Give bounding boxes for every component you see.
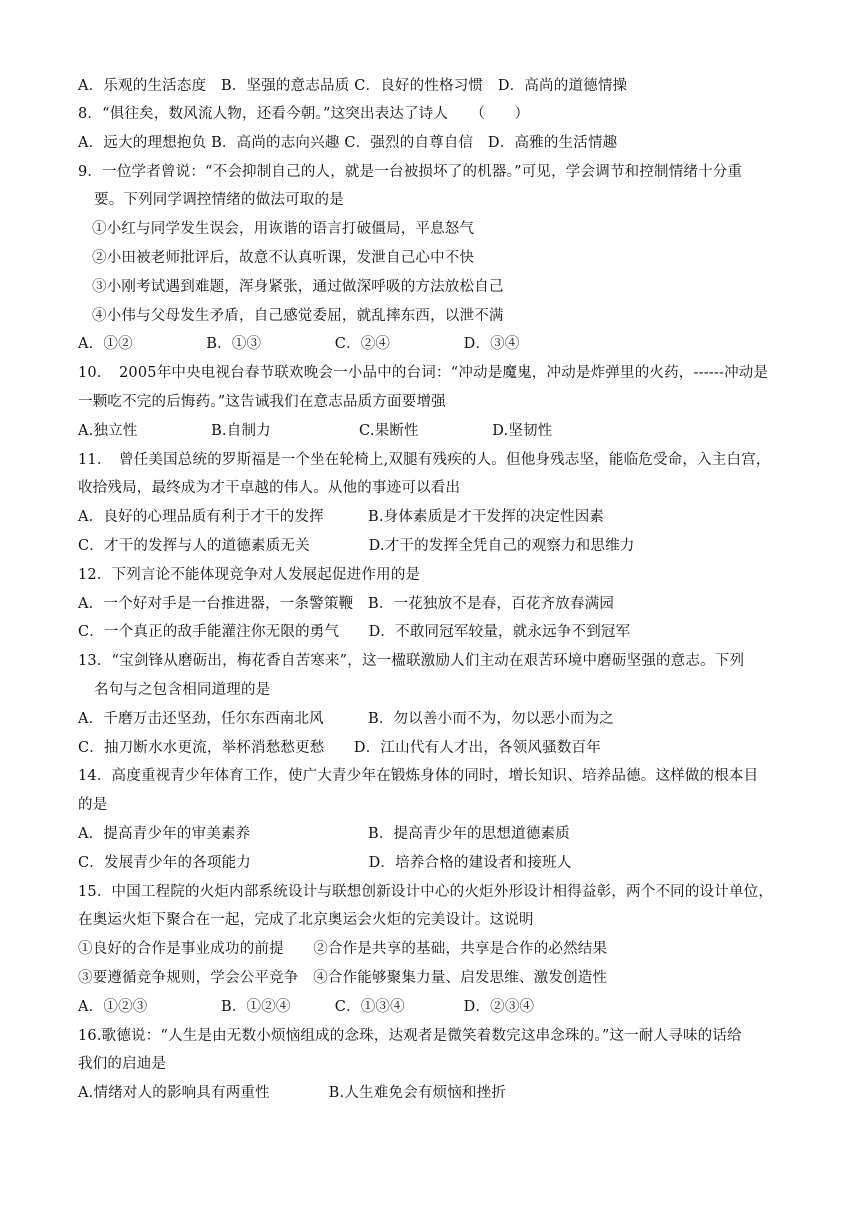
q15-options: A．①②③ B．①②④ C．①③④ D．②③④ [78, 999, 535, 1015]
q13-stem-cont: 名句与之包含相同道理的是 [94, 682, 271, 698]
q10-stem-cont: 一颗吃不完的后悔药。”这告诫我们在意志品质方面要增强 [78, 394, 446, 410]
q9-stem: 9．一位学者曾说：“不会抑制自己的人，就是一台被损坏了的机器。”可见，学会调节和控制情绪十分重 [78, 164, 743, 180]
q14-options-ab: A．提高青少年的审美素养 B．提高青少年的思想道德素质 [78, 826, 570, 842]
q11-stem: 11． 曾任美国总统的罗斯福是一个坐在轮椅上,双腿有残疾的人。但他身残志坚，能临危受命，入主白宫， [78, 452, 771, 468]
q16-options-ab: A.情绪对人的影响具有两重性 B.人生难免会有烦恼和挫折 [78, 1085, 507, 1101]
q9-item-3: ③小刚考试遇到难题，浑身紧张，通过做深呼吸的方法放松自己 [92, 279, 504, 295]
q15-items-12: ①良好的合作是事业成功的前提 ②合作是共享的基础，共享是合作的必然结果 [78, 941, 608, 957]
q8-options: A．远大的理想抱负 B．高尚的志向兴趣 C．强烈的自尊自信 D．高雅的生活情趣 [78, 135, 618, 151]
q7-options: A．乐观的生活态度 B．坚强的意志品质 C．良好的性格习惯 D．高尚的道德情操 [78, 78, 628, 94]
q9-options: A．①② B．①③ C．②④ D．③④ [78, 336, 520, 352]
q10-stem: 10． 2005年中央电视台春节联欢晚会一小品中的台词：“冲动是魔鬼，冲动是炸弹里的火药，------冲动是 [78, 365, 769, 381]
q13-stem: 13．“宝剑锋从磨砺出，梅花香自苦寒来”，这一楹联激励人们主动在艰苦环境中磨砺坚强的意志。下列 [78, 653, 745, 669]
q10-options: A.独立性 B.自制力 C.果断性 D.坚韧性 [78, 423, 553, 439]
q14-options-cd: C．发展青少年的各项能力 D．培养合格的建设者和接班人 [78, 855, 572, 871]
q12-options-cd: C．一个真正的敌手能灌注你无限的勇气 D．不敢同冠军较量，就永远争不到冠军 [78, 624, 631, 640]
q15-stem: 15．中国工程院的火炬内部系统设计与联想创新设计中心的火炬外形设计相得益彰，两个不同的设计单位， [78, 884, 774, 900]
q9-item-2: ②小田被老师批评后，故意不认真听课，发泄自己心中不快 [92, 250, 475, 266]
q12-options-ab: A．一个好对手是一台推进器，一条警策鞭 B．一花独放不是春，百花齐放春满园 [78, 596, 615, 612]
q11-stem-cont: 收拾残局，最终成为才干卓越的伟人。从他的事迹可以看出 [78, 480, 461, 496]
q11-options-ab: A．良好的心理品质有利于才干的发挥 B.身体素质是才干发挥的决定性因素 [78, 509, 605, 525]
q12-stem: 12．下列言论不能体现竞争对人发展起促进作用的是 [78, 567, 421, 583]
q13-options-ab: A．千磨万击还坚劲，任尔东西南北风 B．勿以善小而不为，勿以恶小而为之 [78, 711, 615, 727]
q15-stem-cont: 在奥运火炬下聚合在一起，完成了北京奥运会火炬的完美设计。这说明 [78, 912, 534, 928]
q15-items-34: ③要遵循竞争规则，学会公平竞争 ④合作能够聚集力量、启发思维、激发创造性 [78, 970, 608, 986]
q14-stem: 14．高度重视青少年体育工作，使广大青少年在锻炼身体的同时，增长知识、培养品德。这样做的根本目 [78, 768, 759, 784]
q9-item-1: ①小红与同学发生误会，用诙谐的语言打破僵局，平息怒气 [92, 221, 475, 237]
q9-stem-cont: 要。下列同学调控情绪的做法可取的是 [94, 192, 344, 208]
q16-stem-cont: 我们的启迪是 [78, 1056, 167, 1072]
q8-stem: 8．“俱往矣，数风流人物，还看今朝。”这突出表达了诗人 （ ） [78, 106, 530, 122]
q9-item-4: ④小伟与父母发生矛盾，自己感觉委屈，就乱摔东西，以泄不满 [92, 308, 504, 324]
q13-options-cd: C．抽刀断水水更流，举杯消愁愁更愁 D．江山代有人才出，各领风骚数百年 [78, 740, 601, 756]
q14-stem-cont: 的是 [78, 797, 108, 813]
q11-options-cd: C．才干的发挥与人的道德素质无关 D.才干的发挥全凭自己的观察力和思维力 [78, 538, 635, 554]
q16-stem: 16.歌德说：“人生是由无数小烦恼组成的念珠，达观者是微笑着数完这串念珠的。”这一耐人寻味的话给 [78, 1028, 742, 1044]
